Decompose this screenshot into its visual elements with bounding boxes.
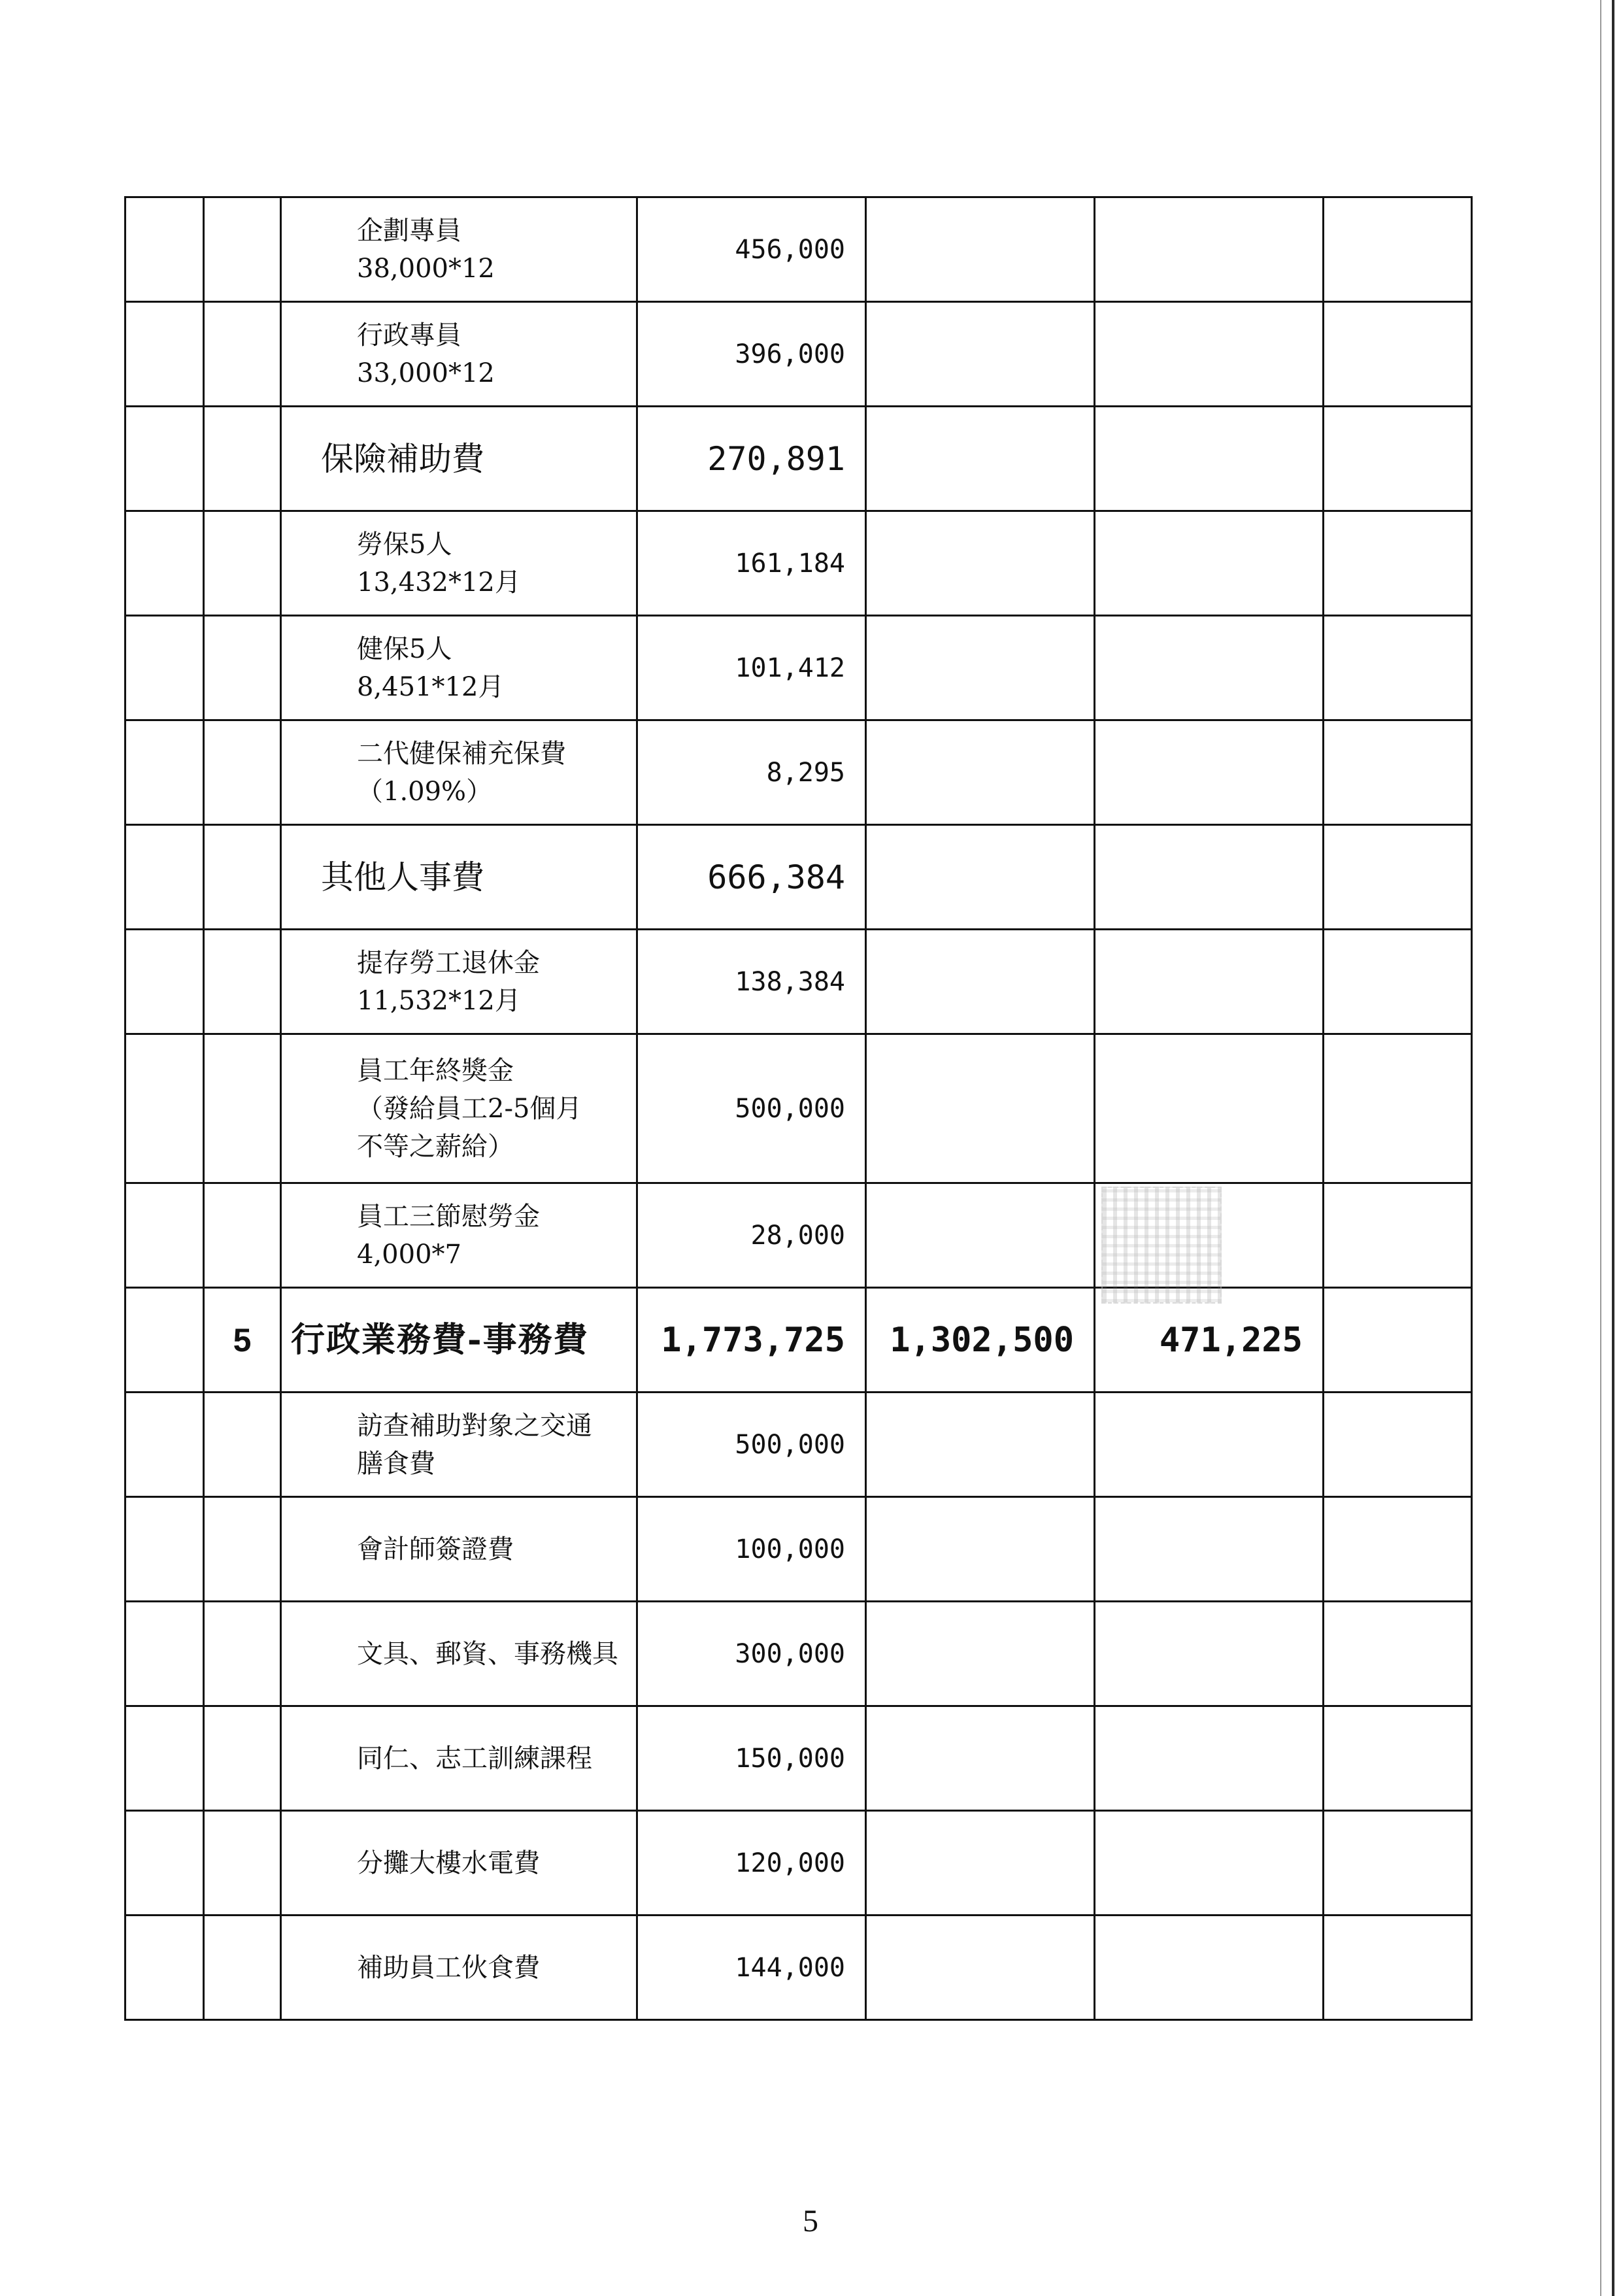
- item-col5: [866, 1393, 1095, 1497]
- table-row: [125, 616, 1472, 720]
- item-label: 二代健保補充保費 （1.09%）: [281, 720, 637, 825]
- blank-cell: [125, 825, 204, 930]
- table-row: [125, 1034, 1472, 1183]
- item-col6: [1095, 302, 1324, 407]
- item-col6: [1095, 720, 1324, 825]
- blank-cell: [125, 1034, 204, 1183]
- item-number: [204, 930, 281, 1034]
- item-amount: 270,891: [637, 407, 866, 511]
- item-col5: [866, 1183, 1095, 1288]
- item-col7: [1324, 616, 1472, 720]
- item-label: 補助員工伙食費: [281, 1916, 637, 2020]
- blank-cell: [125, 1183, 204, 1288]
- item-col6: [1095, 616, 1324, 720]
- item-amount: 101,412: [637, 616, 866, 720]
- item-col6: [1095, 1393, 1324, 1497]
- item-label: 提存勞工退休金 11,532*12月: [281, 930, 637, 1034]
- item-col6: [1095, 825, 1324, 930]
- table-row: [125, 720, 1472, 825]
- item-col7: [1324, 1393, 1472, 1497]
- item-col5: [866, 407, 1095, 511]
- item-col6: [1095, 1811, 1324, 1916]
- item-number: [204, 1183, 281, 1288]
- item-label: 保險補助費: [281, 407, 637, 511]
- item-amount: 500,000: [637, 1034, 866, 1183]
- item-number: [204, 1811, 281, 1916]
- item-label: 員工年終獎金 （發給員工2-5個月 不等之薪給）: [281, 1034, 637, 1183]
- item-number: [204, 825, 281, 930]
- table-row: [125, 511, 1472, 616]
- item-col7: [1324, 511, 1472, 616]
- blank-cell: [125, 1916, 204, 2020]
- item-col5: [866, 825, 1095, 930]
- item-col7: [1324, 1497, 1472, 1602]
- item-col6: [1095, 930, 1324, 1034]
- item-label: 訪查補助對象之交通 膳食費: [281, 1393, 637, 1497]
- seal-stamp: [1101, 1187, 1222, 1304]
- table-row: [125, 825, 1472, 930]
- item-col5: [866, 511, 1095, 616]
- blank-cell: [125, 616, 204, 720]
- item-col7: [1324, 1183, 1472, 1288]
- item-amount: 1,773,725: [637, 1288, 866, 1393]
- item-col5: [866, 302, 1095, 407]
- item-col7: [1324, 407, 1472, 511]
- item-col7: [1324, 302, 1472, 407]
- blank-cell: [125, 1288, 204, 1393]
- item-label: 行政專員 33,000*12: [281, 302, 637, 407]
- item-col6: [1095, 407, 1324, 511]
- item-col5: [866, 1602, 1095, 1706]
- blank-cell: [125, 1706, 204, 1811]
- item-amount: 100,000: [637, 1497, 866, 1602]
- item-col7: [1324, 825, 1472, 930]
- item-col5: [866, 197, 1095, 302]
- item-label: 其他人事費: [281, 825, 637, 930]
- budget-table: [124, 196, 1473, 2021]
- item-number: [204, 1916, 281, 2020]
- item-amount: 120,000: [637, 1811, 866, 1916]
- blank-cell: [125, 302, 204, 407]
- item-label: 會計師簽證費: [281, 1497, 637, 1602]
- item-label: 健保5人 8,451*12月: [281, 616, 637, 720]
- item-amount: 8,295: [637, 720, 866, 825]
- item-number: [204, 1497, 281, 1602]
- table-row: [125, 302, 1472, 407]
- table-row: [125, 1811, 1472, 1916]
- blank-cell: [125, 407, 204, 511]
- item-number: [204, 302, 281, 407]
- item-number: [204, 616, 281, 720]
- item-amount: 150,000: [637, 1706, 866, 1811]
- item-col5: [866, 930, 1095, 1034]
- item-col7: [1324, 1811, 1472, 1916]
- item-col7: [1324, 930, 1472, 1034]
- item-amount: 500,000: [637, 1393, 866, 1497]
- item-label: 行政業務費-事務費: [281, 1288, 637, 1393]
- item-number: [204, 1706, 281, 1811]
- blank-cell: [125, 511, 204, 616]
- item-col7: [1324, 1916, 1472, 2020]
- table-row: [125, 407, 1472, 511]
- item-col5: [866, 616, 1095, 720]
- item-col6: [1095, 1706, 1324, 1811]
- item-number: [204, 407, 281, 511]
- blank-cell: [125, 1602, 204, 1706]
- table-row: [125, 197, 1472, 302]
- item-amount: 144,000: [637, 1916, 866, 2020]
- item-label: 文具、郵資、事務機具: [281, 1602, 637, 1706]
- item-col5: 1,302,500: [866, 1288, 1095, 1393]
- item-col5: [866, 1497, 1095, 1602]
- item-number: [204, 1034, 281, 1183]
- item-col5: [866, 1706, 1095, 1811]
- item-col7: [1324, 720, 1472, 825]
- blank-cell: [125, 197, 204, 302]
- blank-cell: [125, 1393, 204, 1497]
- item-col6: [1095, 1034, 1324, 1183]
- table-row: [125, 1497, 1472, 1602]
- blank-cell: [125, 1811, 204, 1916]
- item-number: [204, 197, 281, 302]
- item-number: [204, 1393, 281, 1497]
- table-row: [125, 1916, 1472, 2020]
- item-amount: 161,184: [637, 511, 866, 616]
- scan-edge: [1612, 0, 1614, 2296]
- item-amount: 138,384: [637, 930, 866, 1034]
- item-col5: [866, 720, 1095, 825]
- table-row: [125, 1706, 1472, 1811]
- item-col5: [866, 1811, 1095, 1916]
- blank-cell: [125, 930, 204, 1034]
- item-col6: [1095, 511, 1324, 616]
- table-row: [125, 1602, 1472, 1706]
- item-col6: [1095, 1497, 1324, 1602]
- item-amount: 396,000: [637, 302, 866, 407]
- item-col6: [1095, 1916, 1324, 2020]
- item-col7: [1324, 1288, 1472, 1393]
- item-amount: 666,384: [637, 825, 866, 930]
- blank-cell: [125, 1497, 204, 1602]
- item-col7: [1324, 1034, 1472, 1183]
- blank-cell: [125, 720, 204, 825]
- item-col7: [1324, 1602, 1472, 1706]
- item-label: 勞保5人 13,432*12月: [281, 511, 637, 616]
- table-row: [125, 930, 1472, 1034]
- item-col5: [866, 1034, 1095, 1183]
- item-label: 分攤大樓水電費: [281, 1811, 637, 1916]
- scan-edge-shadow: [1600, 0, 1601, 2296]
- item-col7: [1324, 197, 1472, 302]
- item-label: 同仁、志工訓練課程: [281, 1706, 637, 1811]
- item-label: 員工三節慰勞金 4,000*7: [281, 1183, 637, 1288]
- item-col7: [1324, 1706, 1472, 1811]
- page-number: 5: [803, 2204, 818, 2238]
- item-number: 5: [204, 1288, 281, 1393]
- item-amount: 28,000: [637, 1183, 866, 1288]
- item-number: [204, 511, 281, 616]
- item-amount: 456,000: [637, 197, 866, 302]
- table-row: [125, 1393, 1472, 1497]
- table-row: [125, 1288, 1472, 1393]
- table-row: [125, 1183, 1472, 1288]
- item-col6: [1095, 1602, 1324, 1706]
- item-amount: 300,000: [637, 1602, 866, 1706]
- item-number: [204, 1602, 281, 1706]
- item-number: [204, 720, 281, 825]
- item-label: 企劃專員 38,000*12: [281, 197, 637, 302]
- item-col6: [1095, 197, 1324, 302]
- item-col5: [866, 1916, 1095, 2020]
- item-col6: 471,225: [1095, 1288, 1324, 1393]
